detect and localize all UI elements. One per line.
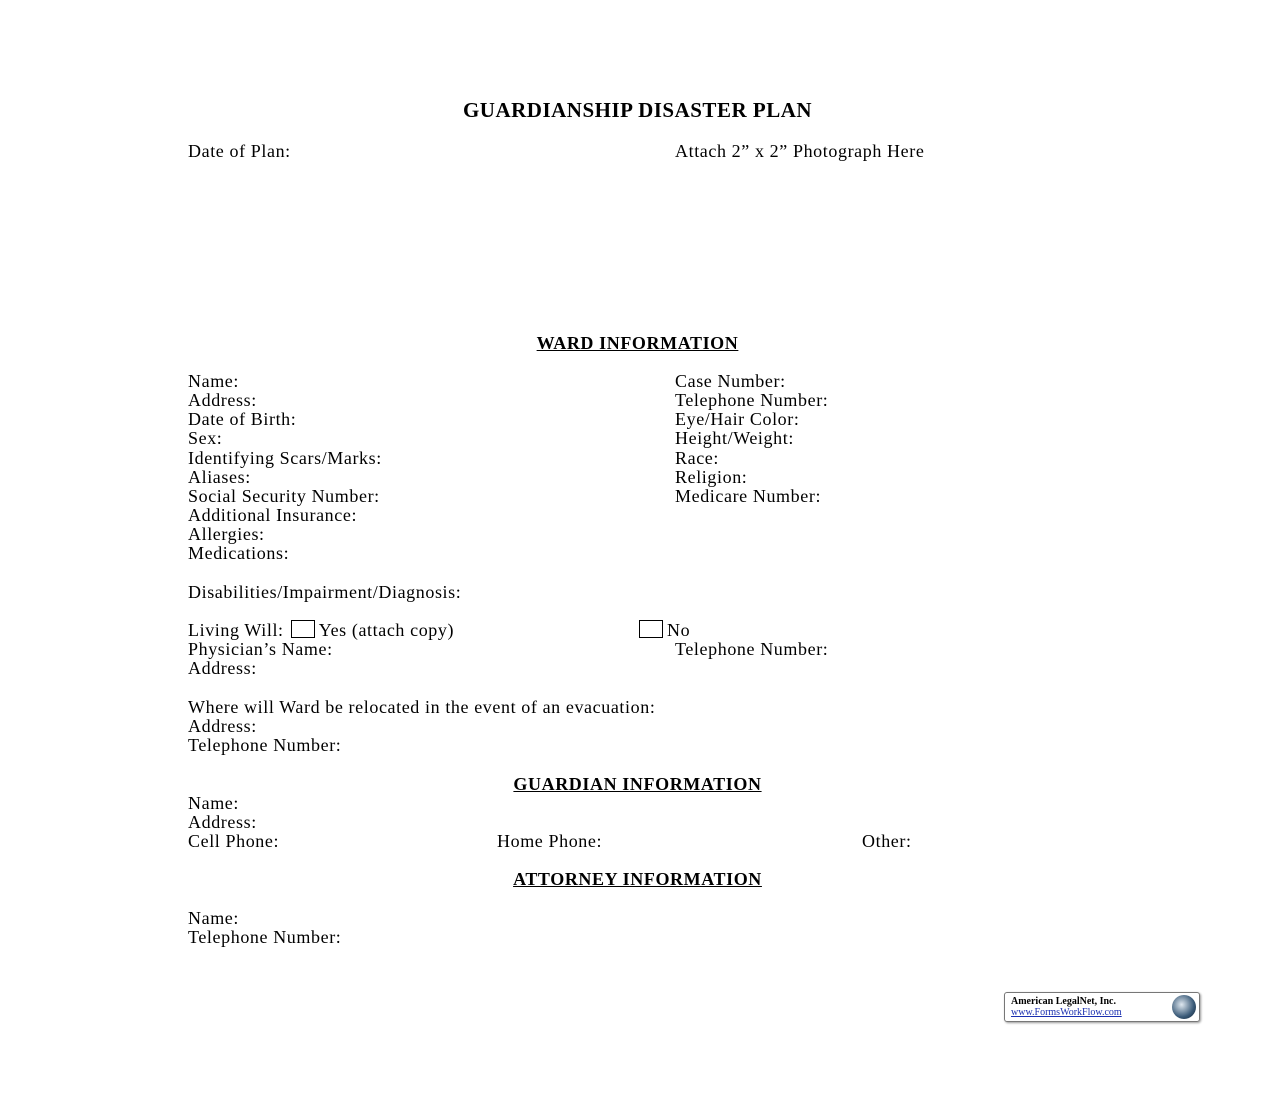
american-legalnet-logo[interactable]	[1004, 992, 1200, 1022]
relocation-phone-label: Telephone Number:	[188, 735, 342, 755]
guardian-header: GUARDIAN INFORMATION	[513, 774, 762, 794]
guardian-name-label: Name:	[188, 793, 239, 813]
ward-field-name: Name:	[188, 371, 239, 391]
photo-label: Attach 2” x 2” Photograph Here	[675, 141, 925, 161]
living-will-no-checkbox[interactable]	[639, 620, 663, 638]
living-will-yes-checkbox[interactable]	[291, 620, 315, 638]
attorney-name-label: Name:	[188, 908, 239, 928]
attorney-phone-label: Telephone Number:	[188, 927, 342, 947]
date-of-plan-label: Date of Plan:	[188, 141, 291, 161]
ward-field-aliases: Aliases:	[188, 467, 251, 487]
logo-company: American LegalNet, Inc.	[1011, 996, 1116, 1007]
globe-icon	[1172, 995, 1196, 1019]
living-will-row	[188, 620, 454, 640]
guardian-home-label: Home Phone:	[497, 831, 603, 851]
ward-field-scars: Identifying Scars/Marks:	[188, 448, 382, 468]
ward-field-allergies: Allergies:	[188, 524, 265, 544]
ward-header: WARD INFORMATION	[536, 333, 739, 353]
page-title: GUARDIANSHIP DISASTER PLAN	[462, 98, 813, 122]
ward-field-address: Address:	[188, 390, 257, 410]
living-will-no-label: No	[667, 620, 691, 640]
relocation-question: Where will Ward be relocated in the event of an evacuation:	[188, 697, 656, 717]
ward-field-race: Race:	[675, 448, 719, 468]
guardian-cell-label: Cell Phone:	[188, 831, 280, 851]
ward-field-dob: Date of Birth:	[188, 409, 297, 429]
ward-field-telephone: Telephone Number:	[675, 390, 829, 410]
attorney-header: ATTORNEY INFORMATION	[513, 869, 762, 889]
physician-address-label: Address:	[188, 658, 257, 678]
guardian-address-label: Address:	[188, 812, 257, 832]
living-will-no	[637, 620, 690, 640]
ward-field-height-weight: Height/Weight:	[675, 428, 794, 448]
physician-phone-label: Telephone Number:	[675, 639, 829, 659]
living-will-yes-label: Yes (attach copy)	[318, 620, 455, 640]
ward-field-disabilities: Disabilities/Impairment/Diagnosis:	[188, 582, 462, 602]
logo-url-link[interactable]: www.FormsWorkFlow.com	[1011, 1007, 1122, 1018]
ward-field-eye-hair: Eye/Hair Color:	[675, 409, 800, 429]
ward-field-religion: Religion:	[675, 467, 748, 487]
ward-field-medications: Medications:	[188, 543, 290, 563]
ward-field-case-number: Case Number:	[675, 371, 786, 391]
relocation-address-label: Address:	[188, 716, 257, 736]
ward-field-ssn: Social Security Number:	[188, 486, 380, 506]
physician-name-label: Physician’s Name:	[188, 639, 333, 659]
ward-field-insurance: Additional Insurance:	[188, 505, 358, 525]
ward-field-sex: Sex:	[188, 428, 223, 448]
guardian-other-label: Other:	[862, 831, 912, 851]
ward-field-medicare: Medicare Number:	[675, 486, 822, 506]
living-will-label: Living Will:	[188, 620, 284, 640]
